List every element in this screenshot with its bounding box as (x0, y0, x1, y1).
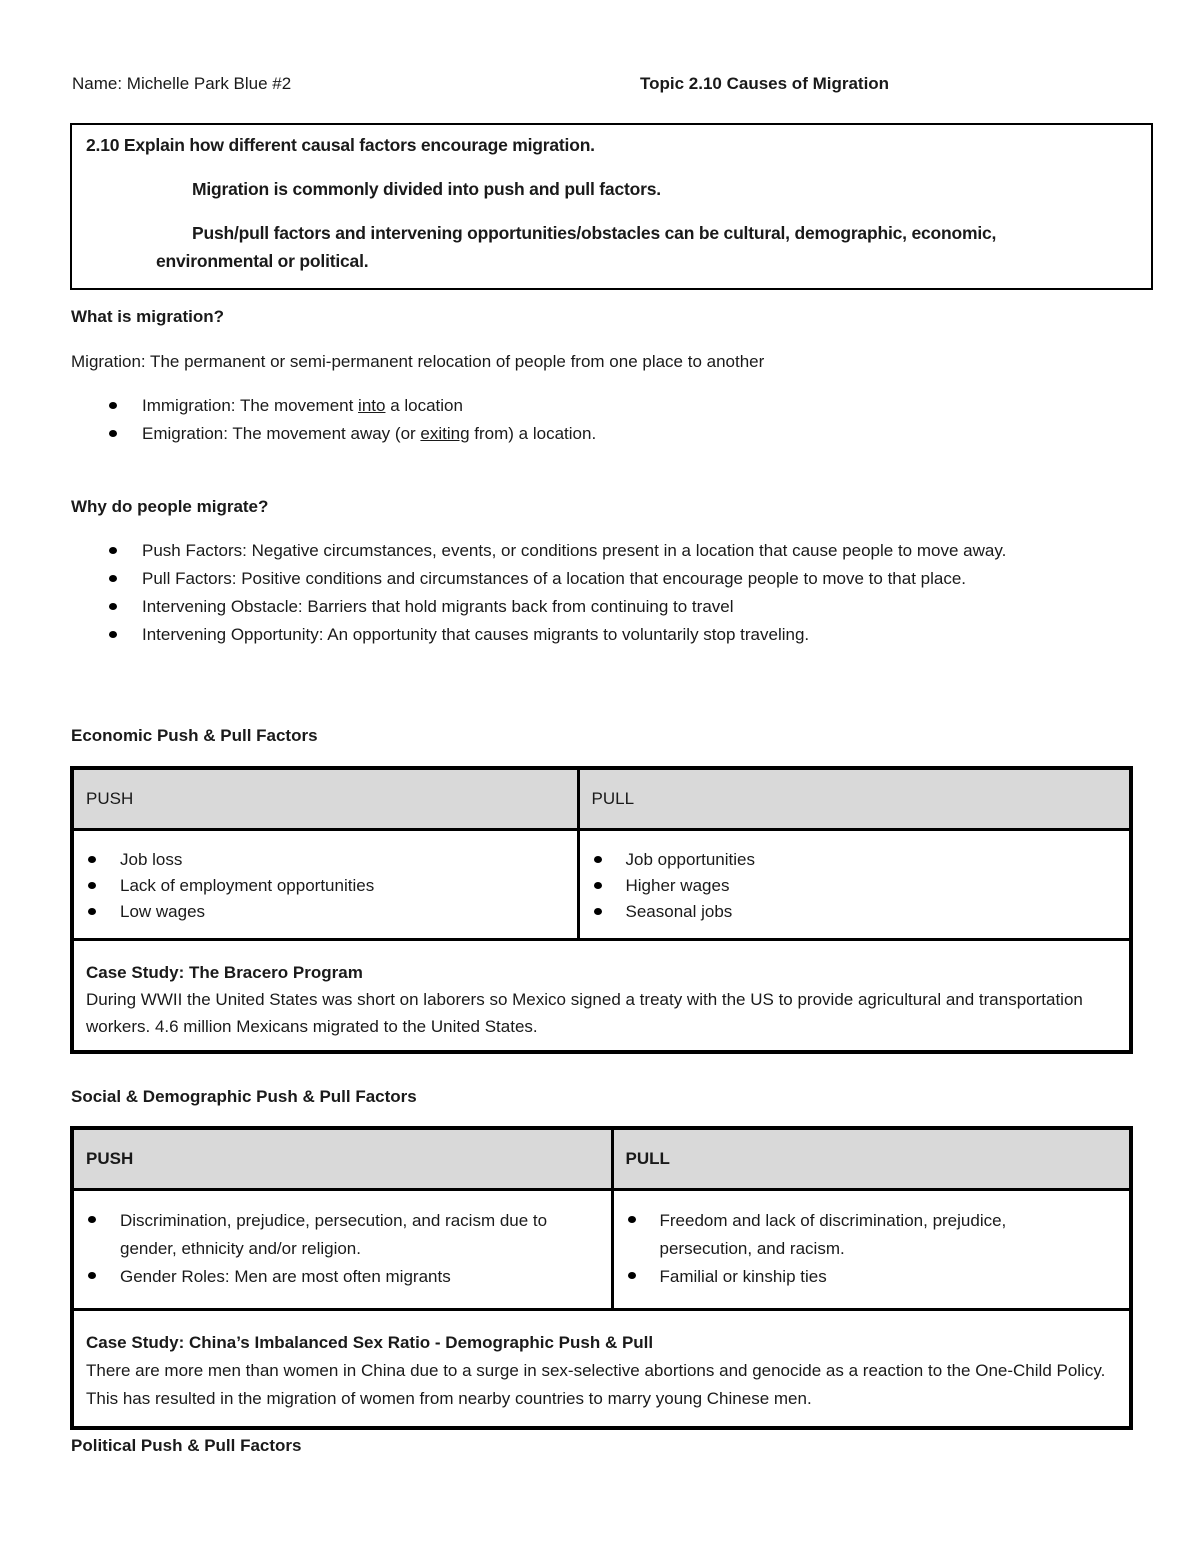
pull-cell (578, 830, 1131, 940)
pull-list (614, 1191, 1130, 1291)
push-label: PUSH (86, 789, 134, 808)
list-item: Pull Factors: Positive conditions and circumstances of a location that encourage people to move to that place. (71, 565, 1121, 593)
list-item: Familial or kinship ties (614, 1263, 1090, 1291)
list-item: Seasonal jobs (580, 899, 1130, 925)
social-factors-table (70, 1126, 1133, 1430)
list-item: Push Factors: Negative circumstances, events, or conditions present in a location that cause people to move away. (71, 537, 1121, 565)
list-item: Lack of employment opportunities (74, 873, 577, 899)
case-study-title: Case Study: China’s Imbalanced Sex Ratio - Demographic Push & Pull (86, 1333, 654, 1352)
case-study-text: There are more men than women in China due to a surge in sex-selective abortions and genocide as a reaction to the One-Child Policy. This has resulted in the migration of women from nearby countries to marry young Chinese men. (86, 1361, 1106, 1408)
list-item (71, 392, 1131, 420)
case-study-title: Case Study: The Bracero Program (86, 963, 363, 982)
objective-line-2: Migration is commonly divided into push and pull factors. (192, 179, 661, 199)
objective-line-3b: environmental or political. (156, 251, 369, 271)
pull-header (612, 1128, 1131, 1190)
why-migrate-heading: Why do people migrate? (71, 497, 269, 516)
objective-line-1: 2.10 Explain how different causal factors encourage migration. (86, 135, 595, 155)
list-item: Low wages (74, 899, 577, 925)
push-list (74, 1191, 611, 1291)
what-is-heading: What is migration? (71, 307, 224, 326)
list-item: Intervening Obstacle: Barriers that hold migrants back from continuing to travel (71, 593, 1121, 621)
emigration-text-end: from) a location. (469, 424, 597, 443)
pull-label: PULL (591, 789, 635, 808)
push-list (74, 831, 577, 925)
migration-types-list (71, 392, 1131, 448)
list-item (71, 420, 1131, 448)
push-header (72, 768, 578, 830)
pull-label: PULL (625, 1149, 670, 1168)
migration-definition: Migration: The permanent or semi-permanent relocation of people from one place to another (71, 352, 765, 371)
social-heading: Social & Demographic Push & Pull Factors (71, 1087, 417, 1106)
why-migrate-list (71, 537, 1121, 649)
list-item: Intervening Opportunity: An opportunity that causes migrants to voluntarily stop traveling. (71, 621, 1121, 649)
emigration-text: Emigration: The movement away (or (142, 424, 421, 443)
list-item: Freedom and lack of discrimination, prejudice, persecution, and racism. (614, 1207, 1090, 1263)
list-item: Higher wages (580, 873, 1130, 899)
list-item: Discrimination, prejudice, persecution, and racism due to gender, ethnicity and/or religion. (74, 1207, 571, 1263)
topic-title: Topic 2.10 Causes of Migration (640, 74, 890, 93)
push-cell (72, 1190, 612, 1310)
list-item: Gender Roles: Men are most often migrants (74, 1263, 571, 1291)
underlined-word: into (358, 396, 386, 415)
learning-objective-box (70, 123, 1153, 290)
push-cell (72, 830, 578, 940)
student-name: Name: Michelle Park Blue #2 (72, 74, 292, 93)
economic-factors-table (70, 766, 1133, 1054)
objective-line-3a: Push/pull factors and intervening opportunities/obstacles can be cultural, demographic, economic, (192, 223, 997, 243)
pull-cell (612, 1190, 1131, 1310)
case-study-text: During WWII the United States was short on laborers so Mexico signed a treaty with the US to provide agricultural and transportation workers. 4.6 million Mexicans migrated to the United States. (86, 990, 1083, 1036)
economic-heading: Economic Push & Pull Factors (71, 726, 318, 745)
push-label: PUSH (86, 1149, 134, 1168)
list-item: Job opportunities (580, 847, 1130, 873)
case-study-cell (72, 1310, 1131, 1428)
political-heading: Political Push & Pull Factors (71, 1436, 302, 1455)
list-item: Job loss (74, 847, 577, 873)
pull-header (578, 768, 1131, 830)
immigration-text-end: a location (385, 396, 463, 415)
pull-list (580, 831, 1130, 925)
immigration-text: Immigration: The movement (142, 396, 359, 415)
underlined-word: exiting (420, 424, 470, 443)
case-study-cell (72, 940, 1131, 1052)
push-header (72, 1128, 612, 1190)
